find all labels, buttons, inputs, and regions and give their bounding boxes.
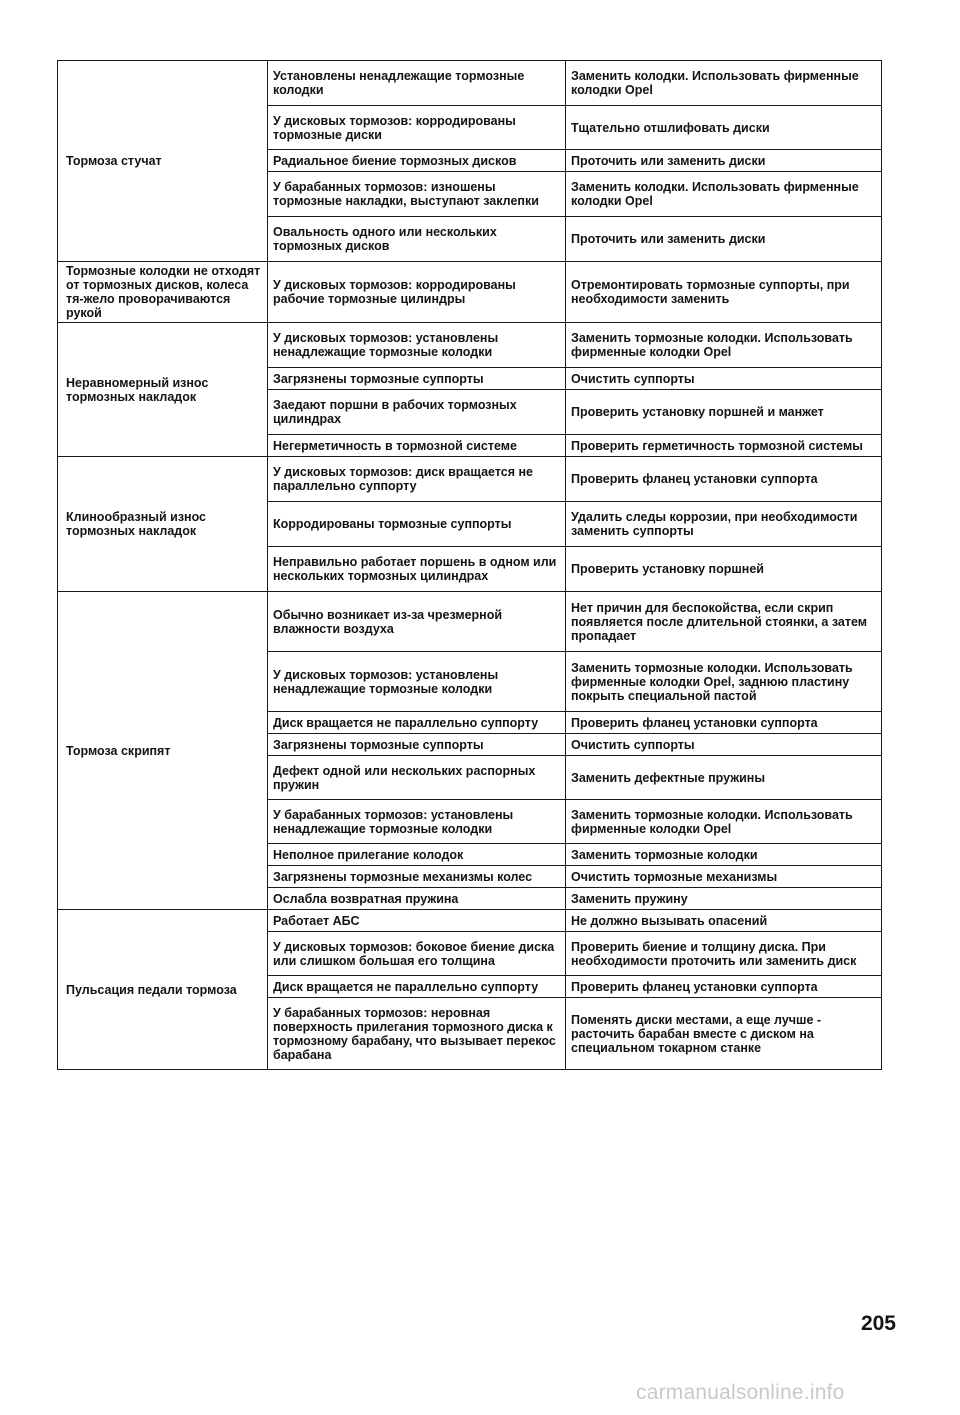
cause-cell: Ослабла возвратная пружина — [268, 888, 566, 910]
cause-cell: Работает АБС — [268, 910, 566, 932]
remedy-cell: Нет причин для беспокойства, если скрип появляется после длительной стоянки, а затем пропадает — [566, 592, 882, 652]
cause-cell: У дисковых тормозов: установлены ненадлежащие тормозные колодки — [268, 323, 566, 368]
cause-cell: У дисковых тормозов: корродированы тормозные диски — [268, 106, 566, 150]
cause-cell: Загрязнены тормозные суппорты — [268, 734, 566, 756]
symptom-cell: Клинообразный износ тормозных накладок — [58, 457, 268, 592]
cause-cell: Установлены ненадлежащие тормозные колодки — [268, 61, 566, 106]
remedy-cell: Очистить тормозные механизмы — [566, 866, 882, 888]
page-number: 205 — [860, 1312, 896, 1335]
cause-cell: У дисковых тормозов: корродированы рабочие тормозные цилиндры — [268, 262, 566, 323]
remedy-cell: Заменить тормозные колодки. Использовать фирменные колодки Opel — [566, 323, 882, 368]
table-row — [58, 592, 882, 652]
remedy-cell: Проверить герметичность тормозной системы — [566, 435, 882, 457]
remedy-cell: Заменить пружину — [566, 888, 882, 910]
remedy-cell: Заменить тормозные колодки. Использовать фирменные колодки Opel — [566, 800, 882, 844]
remedy-cell: Заменить тормозные колодки. Использовать фирменные колодки Opel, заднюю пластину покрыть специальной пастой — [566, 652, 882, 712]
remedy-cell: Заменить тормозные колодки — [566, 844, 882, 866]
remedy-cell: Проверить установку поршней и манжет — [566, 390, 882, 435]
table-row — [58, 457, 882, 502]
remedy-cell: Проверить фланец установки суппорта — [566, 457, 882, 502]
cause-cell: У барабанных тормозов: изношены тормозные накладки, выступают заклепки — [268, 172, 566, 217]
cause-cell: У дисковых тормозов: установлены ненадлежащие тормозные колодки — [268, 652, 566, 712]
cause-cell: Заедают поршни в рабочих тормозных цилиндрах — [268, 390, 566, 435]
remedy-cell: Отремонтировать тормозные суппорты, при необходимости заменить — [566, 262, 882, 323]
cause-cell: Корродированы тормозные суппорты — [268, 502, 566, 547]
symptom-cell: Неравномерный износ тормозных накладок — [58, 323, 268, 457]
cause-cell: У дисковых тормозов: боковое биение диска или слишком большая его толщина — [268, 932, 566, 976]
cause-cell: У барабанных тормозов: установлены ненадлежащие тормозные колодки — [268, 800, 566, 844]
remedy-cell: Проверить установку поршней — [566, 547, 882, 592]
symptom-cell: Пульсация педали тормоза — [58, 910, 268, 1070]
troubleshooting-table — [57, 60, 882, 1070]
symptom-cell: Тормоза скрипят — [58, 592, 268, 910]
remedy-cell: Заменить колодки. Использовать фирменные колодки Opel — [566, 61, 882, 106]
remedy-cell: Заменить колодки. Использовать фирменные колодки Opel — [566, 172, 882, 217]
remedy-cell: Тщательно отшлифовать диски — [566, 106, 882, 150]
remedy-cell: Проточить или заменить диски — [566, 150, 882, 172]
table-row — [58, 323, 882, 368]
cause-cell: Загрязнены тормозные суппорты — [268, 368, 566, 390]
remedy-cell: Проверить фланец установки суппорта — [566, 712, 882, 734]
cause-cell: Диск вращается не параллельно суппорту — [268, 976, 566, 998]
cause-cell: Обычно возникает из-за чрезмерной влажности воздуха — [268, 592, 566, 652]
remedy-cell: Проточить или заменить диски — [566, 217, 882, 262]
cause-cell: Неправильно работает поршень в одном или нескольких тормозных цилиндрах — [268, 547, 566, 592]
remedy-cell: Удалить следы коррозии, при необходимости заменить суппорты — [566, 502, 882, 547]
cause-cell: У барабанных тормозов: неровная поверхность прилегания тормозного диска к тормозному барабану, что вызывает перекос барабана — [268, 998, 566, 1070]
remedy-cell: Проверить биение и толщину диска. При необходимости проточить или заменить диск — [566, 932, 882, 976]
remedy-cell: Не должно вызывать опасений — [566, 910, 882, 932]
symptom-cell: Тормозные колодки не отходят от тормозных дисков, колеса тя-жело проворачиваются рукой — [58, 262, 268, 323]
watermark: carmanualsonline.info — [636, 1381, 845, 1404]
cause-cell: Овальность одного или нескольких тормозных дисков — [268, 217, 566, 262]
table-row — [58, 262, 882, 323]
cause-cell: Загрязнены тормозные механизмы колес — [268, 866, 566, 888]
cause-cell: У дисковых тормозов: диск вращается не параллельно суппорту — [268, 457, 566, 502]
symptom-cell: Тормоза стучат — [58, 61, 268, 262]
cause-cell: Неполное прилегание колодок — [268, 844, 566, 866]
table-row — [58, 61, 882, 106]
cause-cell: Негерметичность в тормозной системе — [268, 435, 566, 457]
remedy-cell: Проверить фланец установки суппорта — [566, 976, 882, 998]
table-row — [58, 910, 882, 932]
remedy-cell: Заменить дефектные пружины — [566, 756, 882, 800]
cause-cell: Радиальное биение тормозных дисков — [268, 150, 566, 172]
remedy-cell: Очистить суппорты — [566, 734, 882, 756]
remedy-cell: Очистить суппорты — [566, 368, 882, 390]
cause-cell: Дефект одной или нескольких распорных пружин — [268, 756, 566, 800]
remedy-cell: Поменять диски местами, а еще лучше - расточить барабан вместе с диском на специальном токарном станке — [566, 998, 882, 1070]
cause-cell: Диск вращается не параллельно суппорту — [268, 712, 566, 734]
